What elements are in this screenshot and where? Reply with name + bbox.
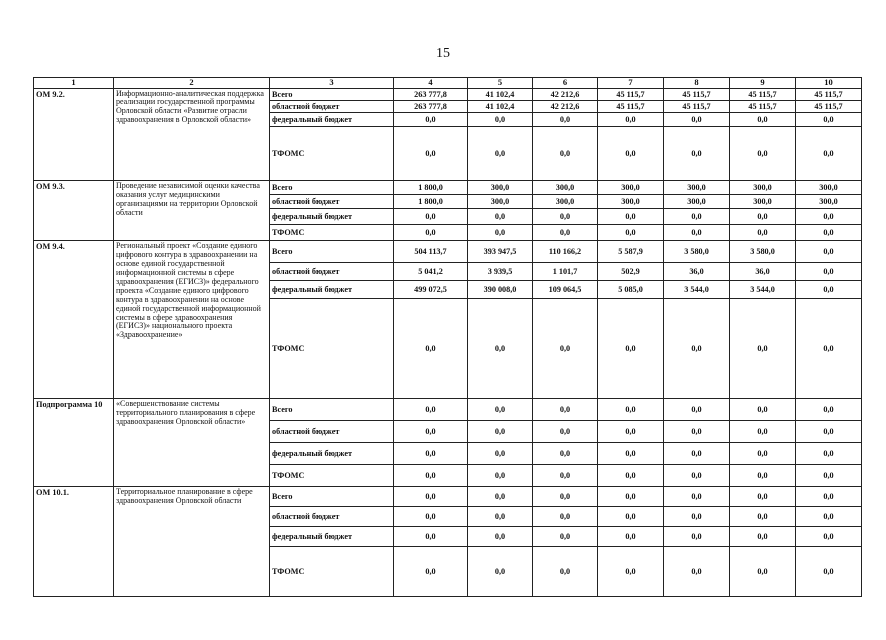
amount-cell: 3 544,0: [664, 280, 730, 298]
amount-cell: 263 777,8: [394, 88, 468, 100]
column-header: 6: [533, 78, 598, 89]
funding-source: федеральный бюджет: [270, 280, 394, 298]
amount-cell: 0,0: [796, 112, 862, 126]
amount-cell: 300,0: [796, 194, 862, 208]
amount-cell: 0,0: [598, 420, 664, 442]
funding-source: ТФОМС: [270, 298, 394, 398]
amount-cell: 0,0: [394, 126, 468, 180]
amount-cell: 0,0: [730, 298, 796, 398]
table-row: [34, 88, 862, 100]
table-row: [34, 486, 862, 506]
header-row: [34, 78, 862, 89]
amount-cell: 0,0: [796, 398, 862, 420]
amount-cell: 0,0: [468, 486, 533, 506]
row-name: Проведение независимой оценки качества оказания услуг медицинскими организациями на территории Орловской области: [114, 180, 270, 240]
amount-cell: 5 085,0: [598, 280, 664, 298]
amount-cell: 0,0: [730, 442, 796, 464]
amount-cell: 0,0: [394, 420, 468, 442]
row-code: Подпрограмма 10: [34, 398, 114, 486]
amount-cell: 3 939,5: [468, 262, 533, 280]
amount-cell: 0,0: [598, 546, 664, 596]
amount-cell: 5 587,9: [598, 240, 664, 262]
amount-cell: 5 041,2: [394, 262, 468, 280]
amount-cell: 0,0: [796, 208, 862, 224]
amount-cell: 0,0: [664, 298, 730, 398]
amount-cell: 0,0: [664, 112, 730, 126]
amount-cell: 0,0: [598, 442, 664, 464]
amount-cell: 0,0: [394, 506, 468, 526]
amount-cell: 0,0: [394, 486, 468, 506]
row-code: ОМ 9.4.: [34, 240, 114, 398]
amount-cell: 45 115,7: [664, 88, 730, 100]
amount-cell: 45 115,7: [598, 88, 664, 100]
funding-source: Всего: [270, 180, 394, 194]
amount-cell: 0,0: [533, 506, 598, 526]
amount-cell: 0,0: [730, 398, 796, 420]
amount-cell: 0,0: [796, 262, 862, 280]
funding-source: областной бюджет: [270, 420, 394, 442]
amount-cell: 3 580,0: [664, 240, 730, 262]
amount-cell: 0,0: [394, 464, 468, 486]
amount-cell: 300,0: [664, 180, 730, 194]
amount-cell: 0,0: [664, 398, 730, 420]
funding-source: Всего: [270, 398, 394, 420]
amount-cell: 0,0: [394, 398, 468, 420]
amount-cell: 0,0: [533, 420, 598, 442]
funding-source: федеральный бюджет: [270, 208, 394, 224]
column-header: 9: [730, 78, 796, 89]
amount-cell: 0,0: [598, 486, 664, 506]
table-row: [34, 240, 862, 262]
amount-cell: 0,0: [533, 526, 598, 546]
amount-cell: 0,0: [730, 112, 796, 126]
column-header: 5: [468, 78, 533, 89]
amount-cell: 0,0: [664, 546, 730, 596]
amount-cell: 0,0: [468, 208, 533, 224]
amount-cell: 0,0: [730, 546, 796, 596]
amount-cell: 0,0: [598, 298, 664, 398]
amount-cell: 36,0: [730, 262, 796, 280]
amount-cell: 0,0: [468, 506, 533, 526]
amount-cell: 0,0: [598, 526, 664, 546]
amount-cell: 0,0: [796, 280, 862, 298]
amount-cell: 0,0: [598, 398, 664, 420]
amount-cell: 0,0: [730, 506, 796, 526]
amount-cell: 3 544,0: [730, 280, 796, 298]
amount-cell: 0,0: [664, 420, 730, 442]
amount-cell: 0,0: [394, 298, 468, 398]
amount-cell: 45 115,7: [730, 88, 796, 100]
amount-cell: 0,0: [796, 526, 862, 546]
amount-cell: 263 777,8: [394, 100, 468, 112]
funding-source: Всего: [270, 240, 394, 262]
amount-cell: 0,0: [664, 126, 730, 180]
amount-cell: 300,0: [598, 180, 664, 194]
amount-cell: 42 212,6: [533, 100, 598, 112]
amount-cell: 1 800,0: [394, 180, 468, 194]
amount-cell: 36,0: [664, 262, 730, 280]
amount-cell: 0,0: [730, 464, 796, 486]
funding-source: областной бюджет: [270, 194, 394, 208]
funding-source: областной бюджет: [270, 100, 394, 112]
amount-cell: 45 115,7: [730, 100, 796, 112]
column-header: 2: [114, 78, 270, 89]
amount-cell: 0,0: [598, 208, 664, 224]
amount-cell: 0,0: [598, 464, 664, 486]
amount-cell: 0,0: [796, 442, 862, 464]
amount-cell: 0,0: [664, 464, 730, 486]
amount-cell: 45 115,7: [664, 100, 730, 112]
row-name: Информационно-аналитическая поддержка реализации государственной программы Орловской области «Развитие отрасли здравоохранения в Орловской области»: [114, 88, 270, 180]
column-header: 4: [394, 78, 468, 89]
amount-cell: 502,9: [598, 262, 664, 280]
amount-cell: 300,0: [533, 180, 598, 194]
funding-source: ТФОМС: [270, 224, 394, 240]
amount-cell: 0,0: [533, 486, 598, 506]
row-name: «Совершенствование системы территориального планирования в сфере здравоохранения Орловской области»: [114, 398, 270, 486]
amount-cell: 109 064,5: [533, 280, 598, 298]
row-name: Региональный проект «Создание единого цифрового контура в здравоохранении на основе единой государственной информационной системы в сфере здравоохранения (ЕГИСЗ)» федерального проекта «Создание единого цифрового контура в здравоохранении на основе единой государственной информационной системы в сфере здравоохранения (ЕГИСЗ)» национального проекта «Здравоохранение»: [114, 240, 270, 398]
amount-cell: 0,0: [730, 486, 796, 506]
amount-cell: 0,0: [664, 208, 730, 224]
amount-cell: 300,0: [664, 194, 730, 208]
row-code: ОМ 9.2.: [34, 88, 114, 180]
amount-cell: 0,0: [730, 224, 796, 240]
funding-source: ТФОМС: [270, 464, 394, 486]
amount-cell: 0,0: [533, 464, 598, 486]
amount-cell: 0,0: [730, 420, 796, 442]
column-header: 3: [270, 78, 394, 89]
amount-cell: 0,0: [730, 526, 796, 546]
amount-cell: 0,0: [598, 112, 664, 126]
amount-cell: 0,0: [598, 506, 664, 526]
amount-cell: 1 101,7: [533, 262, 598, 280]
amount-cell: 0,0: [533, 126, 598, 180]
amount-cell: 0,0: [394, 526, 468, 546]
amount-cell: 0,0: [730, 126, 796, 180]
amount-cell: 0,0: [796, 224, 862, 240]
amount-cell: 393 947,5: [468, 240, 533, 262]
funding-source: ТФОМС: [270, 546, 394, 596]
amount-cell: 0,0: [796, 240, 862, 262]
amount-cell: 0,0: [533, 398, 598, 420]
amount-cell: 0,0: [394, 546, 468, 596]
amount-cell: 0,0: [533, 298, 598, 398]
amount-cell: 0,0: [468, 526, 533, 546]
amount-cell: 300,0: [468, 180, 533, 194]
amount-cell: 41 102,4: [468, 100, 533, 112]
table-row: [34, 398, 862, 420]
amount-cell: 0,0: [796, 546, 862, 596]
amount-cell: 0,0: [533, 224, 598, 240]
amount-cell: 0,0: [533, 442, 598, 464]
amount-cell: 42 212,6: [533, 88, 598, 100]
amount-cell: 0,0: [394, 442, 468, 464]
funding-source: федеральный бюджет: [270, 442, 394, 464]
amount-cell: 0,0: [533, 208, 598, 224]
amount-cell: 0,0: [796, 464, 862, 486]
amount-cell: 0,0: [664, 506, 730, 526]
amount-cell: 0,0: [598, 126, 664, 180]
amount-cell: 0,0: [664, 526, 730, 546]
amount-cell: 0,0: [468, 442, 533, 464]
funding-source: областной бюджет: [270, 506, 394, 526]
column-header: 10: [796, 78, 862, 89]
column-header: 7: [598, 78, 664, 89]
row-name: Территориальное планирование в сфере здравоохранения Орловской области: [114, 486, 270, 596]
amount-cell: 0,0: [468, 298, 533, 398]
table-row: [34, 180, 862, 194]
budget-table: [33, 77, 862, 597]
amount-cell: 41 102,4: [468, 88, 533, 100]
amount-cell: 0,0: [468, 420, 533, 442]
amount-cell: 0,0: [394, 224, 468, 240]
amount-cell: 45 115,7: [796, 100, 862, 112]
amount-cell: 504 113,7: [394, 240, 468, 262]
amount-cell: 300,0: [598, 194, 664, 208]
amount-cell: 0,0: [796, 126, 862, 180]
amount-cell: 0,0: [533, 546, 598, 596]
column-header: 8: [664, 78, 730, 89]
amount-cell: 0,0: [796, 486, 862, 506]
column-header: 1: [34, 78, 114, 89]
amount-cell: 45 115,7: [796, 88, 862, 100]
amount-cell: 0,0: [796, 506, 862, 526]
amount-cell: 0,0: [533, 112, 598, 126]
amount-cell: 0,0: [468, 398, 533, 420]
funding-source: федеральный бюджет: [270, 526, 394, 546]
amount-cell: 1 800,0: [394, 194, 468, 208]
amount-cell: 0,0: [468, 224, 533, 240]
amount-cell: 300,0: [468, 194, 533, 208]
row-code: ОМ 10.1.: [34, 486, 114, 596]
funding-source: федеральный бюджет: [270, 112, 394, 126]
amount-cell: 499 072,5: [394, 280, 468, 298]
page-number: 15: [436, 46, 450, 61]
amount-cell: 390 008,0: [468, 280, 533, 298]
amount-cell: 0,0: [796, 420, 862, 442]
funding-source: ТФОМС: [270, 126, 394, 180]
amount-cell: 0,0: [796, 298, 862, 398]
amount-cell: 300,0: [730, 180, 796, 194]
funding-source: Всего: [270, 88, 394, 100]
amount-cell: 0,0: [468, 546, 533, 596]
amount-cell: 3 580,0: [730, 240, 796, 262]
funding-source: областной бюджет: [270, 262, 394, 280]
amount-cell: 0,0: [394, 112, 468, 126]
amount-cell: 300,0: [730, 194, 796, 208]
amount-cell: 0,0: [664, 486, 730, 506]
row-code: ОМ 9.3.: [34, 180, 114, 240]
amount-cell: 0,0: [664, 442, 730, 464]
amount-cell: 0,0: [468, 112, 533, 126]
amount-cell: 0,0: [664, 224, 730, 240]
amount-cell: 300,0: [533, 194, 598, 208]
amount-cell: 0,0: [468, 464, 533, 486]
amount-cell: 0,0: [394, 208, 468, 224]
amount-cell: 45 115,7: [598, 100, 664, 112]
amount-cell: 0,0: [730, 208, 796, 224]
amount-cell: 110 166,2: [533, 240, 598, 262]
amount-cell: 300,0: [796, 180, 862, 194]
funding-source: Всего: [270, 486, 394, 506]
amount-cell: 0,0: [468, 126, 533, 180]
amount-cell: 0,0: [598, 224, 664, 240]
